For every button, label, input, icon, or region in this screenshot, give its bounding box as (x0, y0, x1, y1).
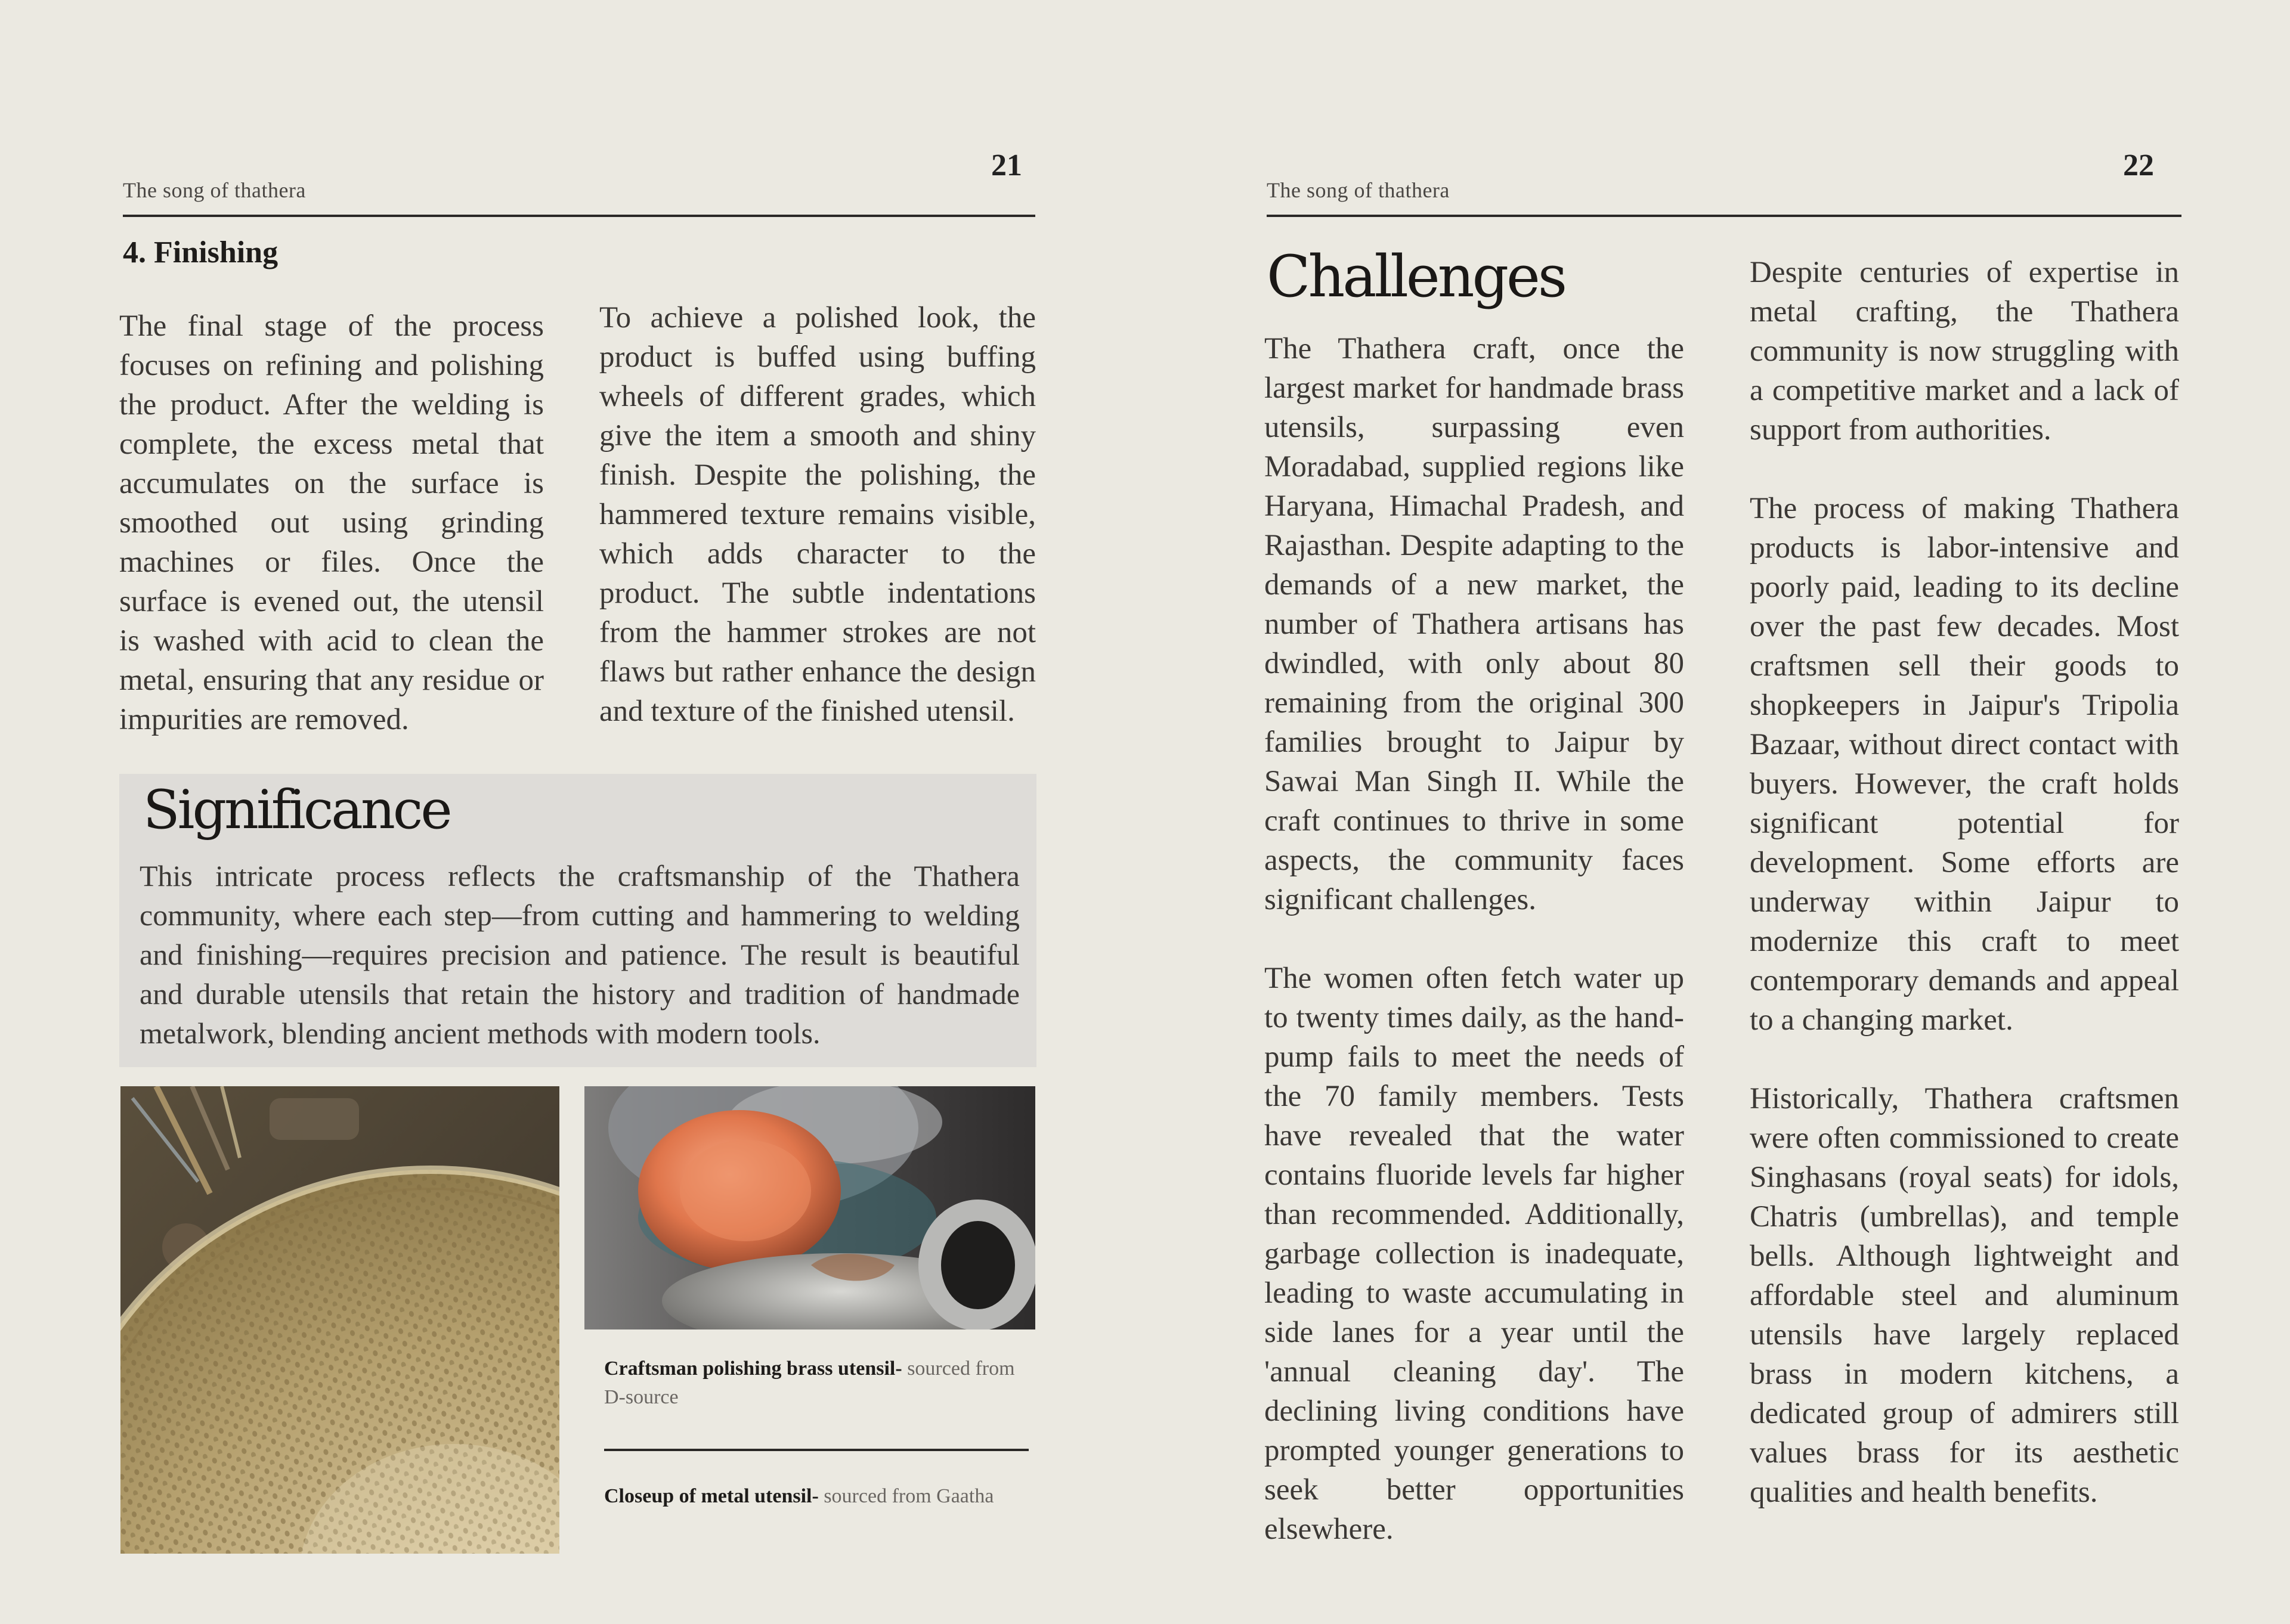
section-heading-finishing: 4. Finishing (123, 235, 278, 269)
challenges-col1-paragraph-2: The women often fetch water up to twenty times daily, as the hand-pump fails to meet the needs of the 70 family members. Tests have revealed that the water contains fluoride levels far higher than recommended. Additionally, garbage collection is inadequate, leading to waste accumulating in side lanes for a year until the 'annual cleaning day'. The declining living conditions have prompted younger generations to seek better opportunities elsewhere. (1264, 962, 1684, 1546)
challenges-col2-paragraph-2: The process of making Thathera products is labor-intensive and poorly paid, leading to its decline over the past few decades. Most craftsmen sell their goods to shopkeepers in Jaipur's Tripolia Bazaar, without direct contact with buyers. However, the craft holds significant potential for development. Some efforts are underway within Jaipur to modernize this craft to meet contemporary demands and appeal to a changing market. (1750, 492, 2179, 1037)
caption-polishing-source: sourced from D-source (604, 1358, 1015, 1408)
polishing-wheel-photo (584, 1086, 1035, 1329)
challenges-heading: Challenges (1267, 243, 1565, 310)
challenges-col2-paragraph-3: Historically, Thathera craftsmen were often commissioned to create Singhasans (royal seats) for idols, Chatris (umbrellas), and temple bells. Although lightweight and affordable steel and aluminum utensils have largely replaced brass in modern kitchens, a dedicated group of admirers still values brass for its aesthetic qualities and health benefits. (1750, 1082, 2179, 1509)
caption-polishing (604, 1355, 1033, 1412)
header-rule-left (123, 215, 1035, 217)
caption-polishing-bold: Craftsman polishing brass utensil- (604, 1358, 902, 1380)
finishing-paragraph-2: To achieve a polished look, the product is buffed using buffing wheels of different grades, which give the item a smooth and shiny finish. Despite the polishing, the hammered texture remains visible, which adds character to the product. The subtle indentations from the hammer strokes are not flaws but rather enhance the design and texture of the finished utensil. (599, 301, 1036, 728)
caption-closeup (604, 1482, 1033, 1511)
running-title-right: The song of thathera (1267, 178, 1450, 202)
challenges-col2-paragraph-1: Despite centuries of expertise in metal crafting, the Thathera community is now struggling with a competitive market and a lack of support from authorities. (1750, 256, 2179, 447)
significance-paragraph: This intricate process reflects the craftsmanship of the Thathera community, where each step—from cutting and hammering to welding and finishing—requires precision and patience. The result is beautiful and durable utensils that retain the history and tradition of handmade metalwork, blending ancient methods with modern tools. (140, 859, 1020, 1050)
brass-plate-closeup-photo (120, 1086, 559, 1554)
challenges-column-2 (1750, 253, 2179, 1512)
page-number-right: 22 (2123, 148, 2154, 182)
challenges-col1-paragraph-1: The Thathera craft, once the largest market for handmade brass utensils, surpassing even Moradabad, supplied regions like Haryana, Himachal Pradesh, and Rajasthan. Despite adapting to the demands of a new market, the number of Thathera artisans has dwindled, with only about 80 remaining from the original 300 families brought to Jaipur by Sawai Man Singh II. While the craft continues to thrive in some aspects, the community faces significant challenges. (1264, 332, 1684, 916)
significance-heading: Significance (143, 779, 450, 841)
running-title-left: The song of thathera (123, 178, 306, 202)
page-number-left: 21 (991, 148, 1022, 182)
challenges-column-1 (1264, 329, 1684, 1549)
caption-closeup-source: sourced from Gaatha (818, 1485, 994, 1507)
caption-divider (604, 1449, 1029, 1451)
header-rule-right (1267, 215, 2181, 217)
caption-closeup-bold: Closeup of metal utensil- (604, 1485, 819, 1507)
finishing-paragraph-1: The final stage of the process focuses on refining and polishing the product. After the welding is complete, the excess metal that accumulates on the surface is smoothed out using grinding machines or files. Once the surface is evened out, the utensil is washed with acid to clean the metal, ensuring that any residue or impurities are removed. (119, 309, 544, 736)
